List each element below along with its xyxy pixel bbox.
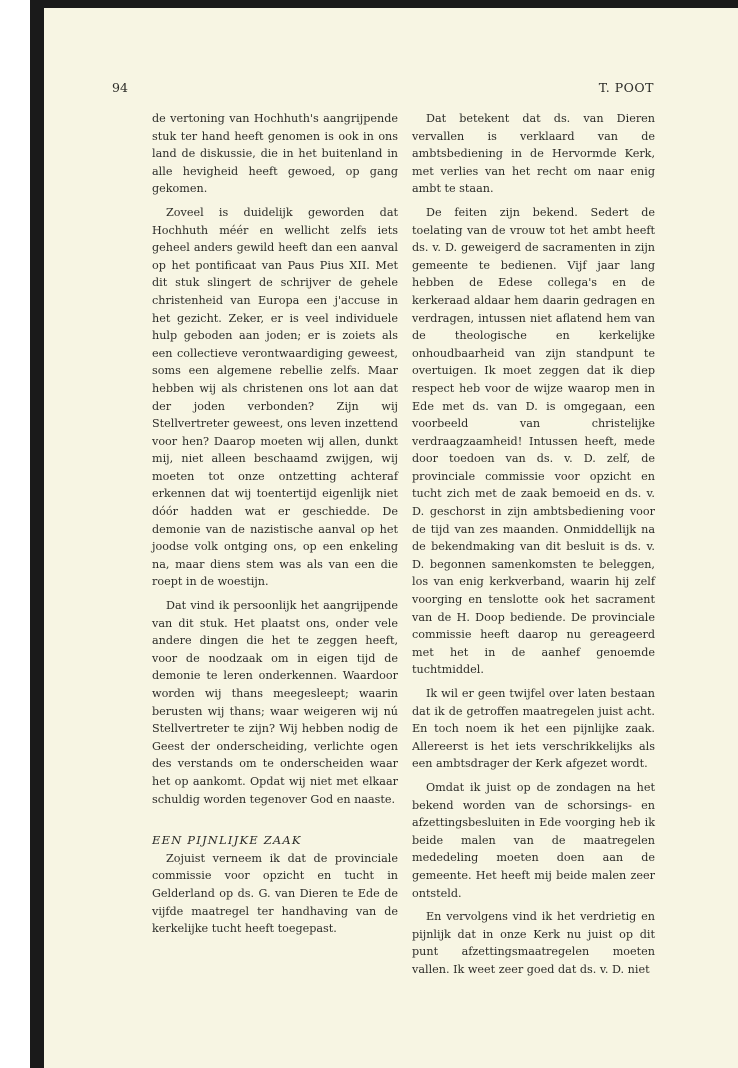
paragraph: Ik wil er geen twijfel over laten bestaan dat ik de getroffen maatregelen juist acht. En toch noem ik het een pijnlijke zaak. Allereerst is het iets verschrikkelijks als een ambtsdrager der Kerk afgezet wordt. — [412, 687, 655, 771]
running-head: T. POOT — [598, 80, 654, 95]
paragraph: Omdat ik juist op de zondagen na het bekend worden van de schorsings- en afzettingsbesluiten in Ede voorging heb ik beide malen van de maatregelen mededeling moeten doen aan de gemeente. Het heeft mij beide malen zeer ontsteld. — [412, 780, 655, 900]
left-column — [152, 110, 398, 944]
page-header — [108, 80, 654, 102]
right-column — [412, 110, 655, 985]
paragraph: Zoveel is duidelijk geworden dat Hochhuth méér en wellicht zelfs iets geheel anders gewild heeft dan een aanval op het pontificaat van Paus Pius XII. Met dit stuk slingert de schrijver de gehele christenheid van Europa een j'accuse in het gezicht. Zeker, er is veel individuele hulp geboden aan joden; er is zoiets als een collectieve verontwaardiging geweest, soms een algemene rebellie zelfs. Maar hebben wij als christenen ons lot aan dat der joden verbonden? Zijn wij Stellvertreter geweest, ons leven inzettend voor hen? Daarop moeten wij allen, dunkt mij, niet alleen beschaamd zwijgen, wij moeten tot onze ontzetting achteraf erkennen dat wij toentertijd eigenlijk niet dóór hadden wat er geschiedde. De demonie van de nazistische aanval op het joodse volk ontging ons, op een enkeling na, maar diens stem was als van een die roept in de woestijn. — [152, 205, 398, 589]
scan-border-left — [30, 0, 44, 1068]
paragraph: En vervolgens vind ik het verdrietig en pijnlijk dat in onze Kerk nu juist op dit punt afzettingsmaatregelen moeten vallen. Ik weet zeer goed dat ds. v. D. niet — [412, 910, 655, 976]
paragraph: De feiten zijn bekend. Sedert de toelating van de vrouw tot het ambt heeft ds. v. D. geweigerd de sacramenten in zijn gemeente te bedienen. Vijf jaar lang hebben de Edese collega's en de kerkeraad aldaar hem daarin gedragen en verdragen, intussen niet aflatend hem van de theologische en kerkelijke onhoudbaarheid van zijn standpunt te overtuigen. Ik moet zeggen dat ik diep respect heb voor de wijze waarop men in Ede met ds. van D. is omgegaan, een voorbeeld van christelijke verdraagzaamheid! Intussen heeft, mede door toedoen van ds. v. D. zelf, de provinciale commissie voor opzicht en tucht zich met de zaak bemoeid en ds. v. D. geschorst in zijn ambtsbediening voor de tijd van zes maanden. Onmiddellijk na de bekendmaking van dit besluit is ds. v. D. begonnen samenkomsten te beleggen, los van enig kerkverband, waarin hij zelf voorging en tenslotte ook het sacrament van de H. Doop bediende. De provinciale commissie heeft daarop nu gereageerd met het in de aanhef genoemde tuchtmiddel. — [412, 205, 655, 677]
paragraph: Dat vind ik persoonlijk het aangrijpende van dit stuk. Het plaatst ons, onder vele andere dingen die het te zeggen heeft, voor de noodzaak om in eigen tijd de demonie te leren onderkennen. Waardoor worden wij thans meegesleept; waarin berusten wij thans; waar weigeren wij nú Stellvertreter te zijn? Wij hebben nodig de Geest der onderscheiding, verlichte ogen des verstands om te onderscheiden waar het op aankomt. Opdat wij niet met elkaar schuldig worden tegenover God en naaste. — [152, 599, 398, 806]
paragraph: Dat betekent dat ds. van Dieren vervallen is verklaard van de ambtsbediening in de Hervormde Kerk, met verlies van het recht om naar enig ambt te staan. — [412, 112, 655, 196]
page-number: 94 — [112, 80, 128, 95]
paragraph: Zojuist verneem ik dat de provinciale commissie voor opzicht en tucht in Gelderland op ds. G. van Dieren te Ede de vijfde maatregel ter handhaving van de kerkelijke tucht heeft toegepast. — [152, 851, 398, 936]
scan-border-top — [30, 0, 738, 8]
section-heading: EEN PIJNLIJKE ZAAK — [152, 833, 302, 848]
paragraph: de vertoning van Hochhuth's aangrijpende stuk ter hand heeft genomen is ook in ons land de diskussie, die in het buitenland in alle hevigheid heeft gewoed, op gang gekomen. — [152, 112, 398, 196]
